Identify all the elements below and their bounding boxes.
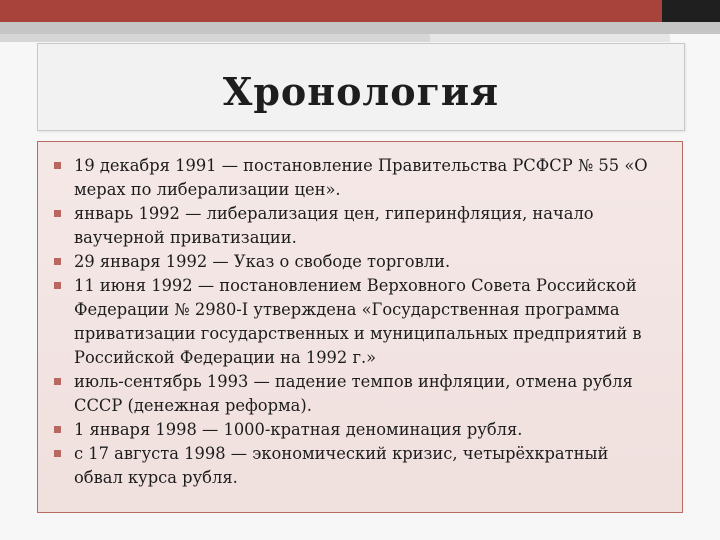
top-gray-bar [0, 22, 720, 34]
top-gray-bar-right [430, 34, 670, 42]
title-box [37, 43, 685, 131]
top-red-bar [0, 0, 662, 22]
content-box [37, 141, 683, 513]
square-bullet-icon [54, 378, 61, 385]
square-bullet-icon [54, 162, 61, 169]
list-item-text: январь 1992 — либерализация цен, гиперинфляция, начало ваучерной приватизации. [74, 204, 594, 247]
list-item-text: июль-сентябрь 1993 — падение темпов инфляции, отмена рубля СССР (денежная реформа). [74, 372, 633, 415]
square-bullet-icon [54, 258, 61, 265]
list-item [53, 418, 662, 442]
chronology-list [38, 142, 682, 490]
list-item [53, 442, 662, 490]
square-bullet-icon [54, 282, 61, 289]
list-item [53, 154, 662, 202]
list-item-text: 11 июня 1992 — постановлением Верховного Совета Российской Федерации № 2980-I утверждена «Государственная программа приватизации государственных и муниципальных предприятий в Российской Федерации на 1992 г.» [74, 276, 642, 367]
top-gray-bar-left [0, 34, 430, 42]
list-item [53, 274, 662, 370]
list-item-text: 29 января 1992 — Указ о свободе торговли. [74, 252, 451, 271]
slide-title: Хронология [222, 68, 500, 114]
list-item-text: 1 января 1998 — 1000-кратная деноминация рубля. [74, 420, 523, 439]
list-item [53, 202, 662, 250]
list-item [53, 250, 662, 274]
square-bullet-icon [54, 450, 61, 457]
list-item [53, 370, 662, 418]
square-bullet-icon [54, 426, 61, 433]
list-item-text: с 17 августа 1998 — экономический кризис, четырёхкратный обвал курса рубля. [74, 444, 609, 487]
square-bullet-icon [54, 210, 61, 217]
list-item-text: 19 декабря 1991 — постановление Правительства РСФСР № 55 «О мерах по либерализации цен». [74, 156, 648, 199]
